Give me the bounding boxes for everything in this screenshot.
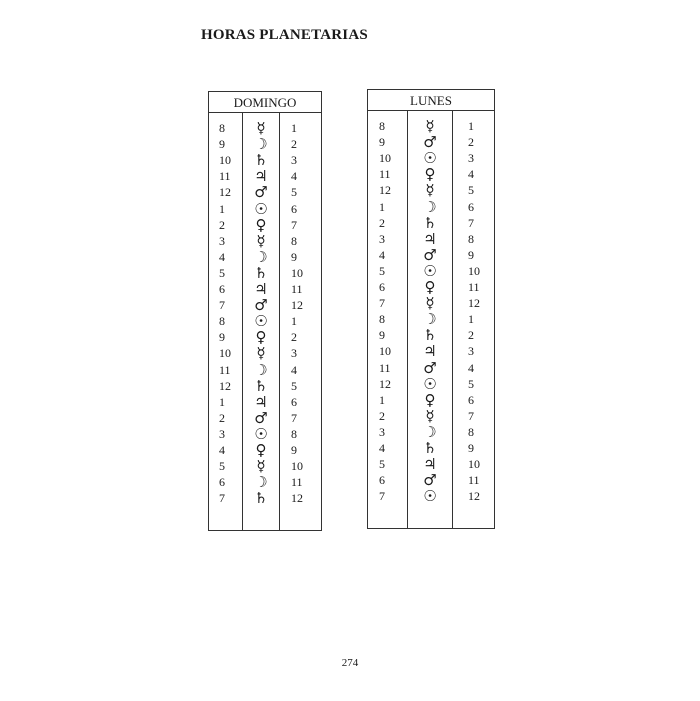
planetary-hours-table-domingo	[208, 91, 322, 531]
hour-cell: 7	[219, 491, 225, 506]
planet-symbol: ♃	[423, 455, 437, 474]
hour-cell: 8	[379, 312, 385, 327]
hour-cell: 7	[379, 296, 385, 311]
hour-cell: 5	[219, 265, 225, 280]
hour-cell: 2	[219, 410, 225, 425]
planet-symbol: ☿	[425, 117, 435, 135]
planet-symbol: ♄	[423, 326, 437, 345]
planet-symbol: ☿	[256, 231, 266, 250]
sequence-cell: 11	[291, 475, 303, 490]
sequence-cell: 5	[291, 378, 297, 393]
sequence-cell: 5	[468, 183, 474, 198]
planet-symbol: ♄	[254, 151, 268, 170]
hour-cell: 10	[379, 151, 391, 166]
planet-symbol: ☉	[423, 149, 437, 168]
hour-cell: 1	[379, 392, 385, 407]
sequence-cell: 7	[468, 215, 474, 230]
planet-symbol: ☽	[254, 360, 268, 379]
hour-cell: 7	[219, 298, 225, 313]
planet-symbol: ♃	[254, 280, 268, 298]
sequence-cell: 4	[291, 169, 297, 184]
planet-symbol: ☉	[254, 199, 268, 218]
hour-cell: 2	[379, 215, 385, 230]
sequence-cell: 5	[291, 185, 297, 200]
sequence-cell: 2	[291, 330, 297, 345]
hour-cell: 4	[379, 441, 385, 455]
sequence-cell: 3	[468, 344, 474, 359]
page-number: 274	[341, 657, 359, 669]
sequence-cell: 6	[291, 394, 297, 409]
planet-symbol: ♂	[254, 408, 268, 427]
hour-cell: 6	[379, 280, 385, 294]
hour-cell: 12	[219, 185, 231, 200]
planet-symbol: ♄	[423, 439, 437, 457]
planet-symbol: ♀	[424, 278, 436, 296]
hour-cell: 7	[379, 489, 385, 504]
hour-cell: 12	[219, 378, 231, 393]
sequence-cell: 11	[468, 473, 480, 488]
hour-cell: 11	[379, 360, 391, 375]
hour-cell: 9	[379, 328, 385, 343]
sequence-cell: 8	[291, 426, 297, 441]
sequence-cell: 8	[291, 233, 297, 248]
planet-symbol: ♀	[255, 215, 267, 234]
sequence-cell: 12	[291, 491, 303, 506]
sequence-cell: 12	[291, 298, 303, 313]
sequence-cell: 10	[291, 265, 303, 280]
sequence-cell: 12	[468, 489, 480, 504]
sequence-cell: 11	[291, 282, 303, 296]
sequence-cell: 8	[468, 424, 474, 439]
planet-symbol: ☿	[425, 406, 435, 425]
hour-cell: 10	[219, 346, 231, 361]
sequence-cell: 4	[468, 167, 474, 182]
hour-cell: 2	[379, 408, 385, 423]
sequence-cell: 10	[468, 457, 480, 472]
hour-cell: 3	[379, 231, 385, 246]
sequence-cell: 1	[468, 312, 474, 327]
sequence-cell: 5	[468, 376, 474, 391]
sequence-cell: 2	[468, 135, 474, 150]
planet-symbol: ♂	[254, 183, 268, 202]
hour-cell: 9	[379, 135, 385, 150]
sequence-cell: 7	[468, 408, 474, 423]
sequence-cell: 9	[291, 249, 297, 264]
sequence-cell: 4	[291, 362, 297, 377]
hour-cell: 8	[219, 314, 225, 329]
planet-symbol: ☽	[423, 310, 437, 329]
planet-symbol: ☿	[425, 294, 435, 313]
planet-symbol: ♄	[254, 263, 268, 282]
planet-symbol: ☉	[423, 487, 437, 506]
planet-symbol: ☿	[256, 457, 266, 476]
planet-symbol: ☉	[254, 424, 268, 443]
hour-cell: 4	[379, 247, 385, 262]
sequence-cell: 8	[468, 231, 474, 246]
hour-cell: 12	[379, 183, 391, 198]
hour-cell: 8	[379, 119, 385, 133]
hour-cell: 9	[219, 137, 225, 152]
sequence-cell: 12	[468, 296, 480, 311]
planet-symbol: ☽	[254, 247, 268, 266]
page-title: HORAS PLANETARIAS	[201, 27, 368, 43]
hour-cell: 4	[219, 249, 225, 264]
hour-cell: 5	[219, 459, 225, 474]
sequence-cell: 3	[291, 153, 297, 168]
planet-symbol: ♄	[254, 489, 268, 508]
planet-symbol: ♃	[423, 229, 437, 248]
planet-symbol: ♂	[423, 245, 437, 264]
planet-symbol: ♄	[423, 213, 437, 232]
planet-symbol: ♄	[254, 376, 268, 395]
planet-symbol: ☿	[256, 344, 266, 363]
sequence-cell: 4	[468, 360, 474, 375]
hour-cell: 11	[219, 362, 231, 377]
planet-symbol: ☽	[254, 135, 268, 154]
planet-symbol: ♃	[254, 392, 268, 411]
sequence-cell: 10	[468, 263, 480, 278]
hour-cell: 8	[219, 121, 225, 135]
hour-cell: 4	[219, 443, 225, 457]
hour-cell: 3	[219, 233, 225, 248]
planet-symbol: ♂	[423, 133, 437, 152]
hour-cell: 6	[219, 282, 225, 296]
hour-cell: 10	[379, 344, 391, 359]
hour-cell: 6	[219, 475, 225, 490]
hour-cell: 5	[379, 457, 385, 472]
sequence-cell: 1	[291, 314, 297, 329]
planet-symbol: ☉	[423, 261, 437, 280]
planet-symbol: ♂	[254, 296, 268, 315]
hour-cell: 6	[379, 473, 385, 488]
hour-cell: 12	[379, 376, 391, 391]
hour-cell: 5	[379, 263, 385, 278]
hour-cell: 10	[219, 153, 231, 168]
table-header-day: LUNES	[368, 90, 494, 111]
hour-cell: 1	[219, 201, 225, 216]
sequence-cell: 2	[468, 328, 474, 343]
planet-symbol: ♀	[424, 165, 436, 184]
planet-symbol: ♀	[255, 328, 267, 347]
sequence-cell: 6	[468, 199, 474, 214]
hour-cell: 1	[219, 394, 225, 409]
planet-symbol: ☽	[423, 197, 437, 216]
sequence-cell: 11	[468, 280, 480, 294]
sequence-cell: 9	[468, 247, 474, 262]
sequence-cell: 9	[468, 441, 474, 455]
sequence-cell: 1	[291, 121, 297, 135]
hour-cell: 3	[379, 424, 385, 439]
sequence-cell: 7	[291, 410, 297, 425]
hour-cell: 1	[379, 199, 385, 214]
planet-symbol: ☽	[254, 473, 268, 492]
hour-cell: 3	[219, 426, 225, 441]
planet-symbol: ☿	[425, 181, 435, 200]
sequence-cell: 2	[291, 137, 297, 152]
sequence-cell: 1	[468, 119, 474, 133]
sequence-cell: 6	[291, 201, 297, 216]
sequence-cell: 7	[291, 217, 297, 232]
planet-symbol: ♃	[254, 167, 268, 186]
planet-symbol: ♂	[423, 471, 437, 490]
sequence-cell: 9	[291, 443, 297, 457]
planet-symbol: ☿	[256, 119, 266, 137]
planetary-hours-table-lunes	[367, 89, 495, 529]
planet-symbol: ☉	[423, 374, 437, 393]
sequence-cell: 6	[468, 392, 474, 407]
hour-cell: 2	[219, 217, 225, 232]
hour-cell: 11	[219, 169, 231, 184]
hour-cell: 9	[219, 330, 225, 345]
sequence-cell: 10	[291, 459, 303, 474]
planet-symbol: ☉	[254, 312, 268, 331]
hour-cell: 11	[379, 167, 391, 182]
table-header-day: DOMINGO	[209, 92, 321, 113]
sequence-cell: 3	[468, 151, 474, 166]
planet-symbol: ♀	[255, 441, 267, 459]
sequence-cell: 3	[291, 346, 297, 361]
planet-symbol: ☽	[423, 422, 437, 441]
planet-symbol: ♀	[424, 390, 436, 409]
planet-symbol: ♃	[423, 342, 437, 361]
planet-symbol: ♂	[423, 358, 437, 377]
